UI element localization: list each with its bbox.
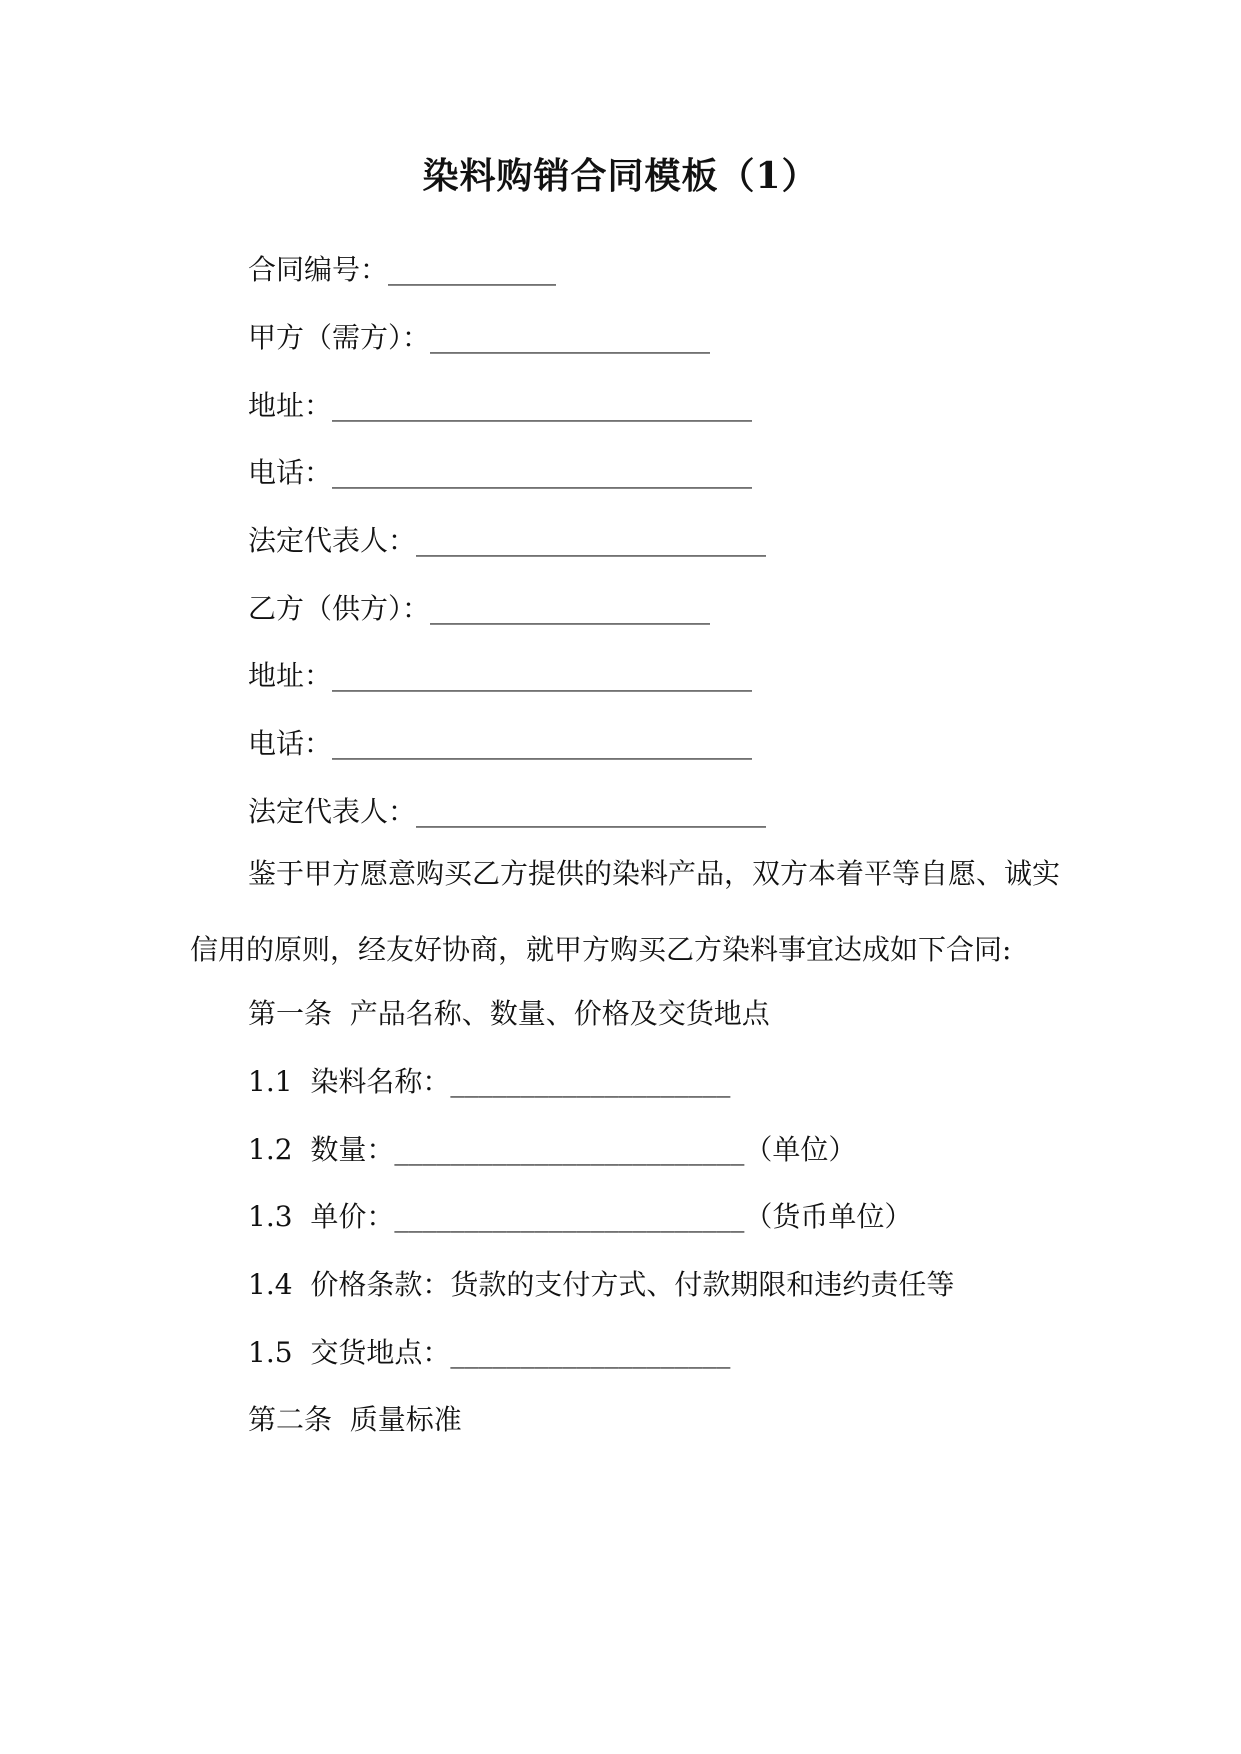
preamble-paragraph: 鉴于甲方愿意购买乙方提供的染料产品，双方本着平等自愿、诚实信用的原则，经友好协商，就甲方购买乙方染料事宜达成如下合同: (190, 857, 1061, 966)
article2-heading: 第二条 质量标准 (248, 1403, 462, 1436)
party-a-phone-field: 电话：______________________________ (248, 456, 753, 489)
article1-item-5: 1.5 交货地点：____________________ (248, 1336, 731, 1369)
party-b-phone-field: 电话：______________________________ (248, 727, 753, 760)
party-a-address-field: 地址：______________________________ (248, 389, 753, 422)
party-a-legal-rep-field: 法定代表人：_________________________ (248, 524, 767, 557)
party-b-legal-rep-field: 法定代表人：_________________________ (248, 795, 767, 828)
article1-item-1: 1.1 染料名称：____________________ (248, 1065, 731, 1098)
party-b-address-field: 地址：______________________________ (248, 659, 753, 692)
article1-item-2: 1.2 数量：_________________________（单位） (248, 1133, 857, 1166)
document-title: 染料购销合同模板（1） (422, 155, 819, 197)
contract-number-field: 合同编号：____________ (248, 253, 557, 286)
article1-item-4: 1.4 价格条款：货款的支付方式、付款期限和违约责任等 (248, 1268, 955, 1301)
party-a-field: 甲方（需方）：____________________ (248, 321, 711, 354)
article1-heading: 第一条 产品名称、数量、价格及交货地点 (248, 997, 770, 1030)
party-b-field: 乙方（供方）：____________________ (248, 592, 711, 625)
article1-item-3: 1.3 单价：_________________________（货币单位） (248, 1200, 913, 1233)
